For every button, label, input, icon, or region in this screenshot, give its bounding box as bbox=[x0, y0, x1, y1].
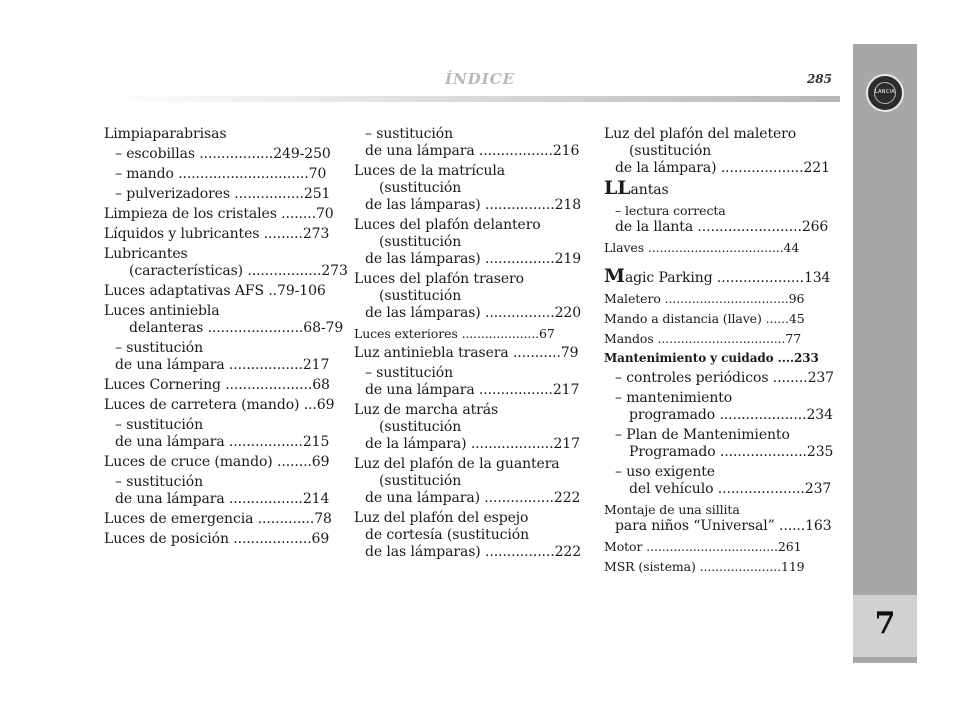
index-entry-continuation: (sustitución bbox=[379, 180, 462, 196]
index-entry[interactable] bbox=[104, 454, 334, 471]
index-entry[interactable] bbox=[604, 558, 834, 575]
index-entry-text: – sustitución bbox=[115, 417, 204, 433]
index-entry-text: Luces del plafón delantero bbox=[354, 217, 541, 233]
entry-gap bbox=[604, 575, 834, 578]
index-entry[interactable] bbox=[604, 538, 834, 555]
index-entry[interactable] bbox=[104, 246, 348, 280]
section-initial: LL bbox=[604, 177, 631, 199]
index-entry-text: Luz del plafón de la guantera bbox=[354, 456, 560, 472]
index-entry[interactable] bbox=[104, 146, 334, 163]
index-entry-text: Limpieza de los cristales ........70 bbox=[104, 206, 334, 222]
index-entry-text: – sustitución bbox=[115, 474, 204, 490]
index-entry-text: Limpiaparabrisas bbox=[104, 126, 227, 142]
index-entry[interactable] bbox=[354, 345, 584, 362]
index-entry-continuation: programado ....................234 bbox=[629, 407, 833, 423]
section-gap bbox=[604, 259, 834, 268]
entry-gap bbox=[104, 548, 334, 551]
index-entry-text: Luces Cornering ....................68 bbox=[104, 377, 330, 393]
page-number: 285 bbox=[806, 72, 832, 86]
index-entry[interactable] bbox=[104, 126, 334, 143]
index-entry-text: Mando a distancia (llave) ......45 bbox=[604, 311, 805, 326]
index-entry-text: Luces de la matrícula bbox=[354, 163, 506, 179]
index-entry-text: Líquidos y lubricantes .........273 bbox=[104, 226, 330, 242]
index-entry-text: MSR (sistema) .....................119 bbox=[604, 559, 805, 574]
index-entry[interactable] bbox=[104, 206, 334, 223]
index-entry[interactable] bbox=[604, 330, 834, 347]
index-entry-text: Luz del plafón del maletero bbox=[604, 126, 797, 142]
index-entry-continuation: de la lámpara) ...................221 bbox=[615, 160, 830, 176]
index-entry[interactable] bbox=[604, 202, 834, 236]
index-entry-continuation: delanteras ......................68-79 bbox=[129, 320, 344, 336]
index-entry-continuation: del vehículo ....................237 bbox=[629, 481, 832, 497]
index-entry-continuation: (sustitución bbox=[379, 288, 462, 304]
index-entry[interactable] bbox=[604, 464, 834, 498]
index-entry-text: Luces antiniebla bbox=[104, 303, 220, 319]
index-entry[interactable] bbox=[604, 310, 834, 327]
index-entry-text: Mandos .................................77 bbox=[604, 331, 802, 346]
index-entry[interactable] bbox=[604, 370, 834, 387]
index-entry[interactable] bbox=[604, 126, 834, 177]
index-entry-text: Lubricantes bbox=[104, 246, 188, 262]
index-entry-text: Luces de cruce (mando) ........69 bbox=[104, 454, 330, 470]
index-entry-text: Llaves ...................................44 bbox=[604, 240, 800, 255]
section-initial: M bbox=[604, 265, 625, 287]
entry-gap bbox=[354, 561, 584, 564]
index-entry-text: Luces de posición ..................69 bbox=[104, 531, 330, 547]
chapter-number: 7 bbox=[874, 606, 896, 641]
index-entry[interactable] bbox=[104, 226, 334, 243]
header-rule bbox=[104, 96, 840, 102]
index-entry[interactable] bbox=[354, 510, 584, 561]
index-entry-rest: agic Parking ....................134 bbox=[624, 270, 831, 286]
index-entry-continuation: (sustitución bbox=[629, 143, 712, 159]
index-entry-continuation: de las lámparas) ................220 bbox=[365, 305, 582, 321]
index-entry[interactable] bbox=[604, 390, 834, 424]
index-entry-continuation: (sustitución bbox=[379, 419, 462, 435]
index-entry-continuation: (sustitución bbox=[379, 234, 462, 250]
lancia-logo-icon bbox=[866, 74, 904, 112]
index-entry-rest: antas bbox=[630, 182, 669, 198]
index-entry-text: Luz de marcha atrás bbox=[354, 402, 499, 418]
index-entry-text: Montaje de una sillita bbox=[604, 502, 740, 517]
index-entry-text: – pulverizadores ................251 bbox=[115, 186, 331, 202]
index-entry[interactable] bbox=[104, 340, 334, 374]
index-entry-text: Luces exteriores ....................67 bbox=[354, 326, 555, 341]
index-entry-text: – mando ..............................70 bbox=[115, 166, 327, 182]
index-entry-text: Motor ..................................261 bbox=[604, 539, 802, 554]
index-entry[interactable] bbox=[354, 163, 584, 214]
index-entry[interactable] bbox=[104, 474, 334, 508]
index-entry[interactable] bbox=[354, 402, 584, 453]
index-entry[interactable] bbox=[104, 377, 334, 394]
chapter-tab[interactable] bbox=[853, 595, 917, 657]
index-entry[interactable] bbox=[104, 166, 334, 183]
index-entry-continuation: Programado ....................235 bbox=[629, 444, 834, 460]
index-entry[interactable] bbox=[604, 177, 834, 199]
index-entry-continuation: de una lámpara .................217 bbox=[365, 382, 580, 398]
index-entry[interactable] bbox=[354, 325, 584, 342]
index-column-3 bbox=[604, 126, 834, 578]
index-entry-continuation: de las lámparas) ................219 bbox=[365, 251, 582, 267]
index-entry-text: Luces de carretera (mando) ...69 bbox=[104, 397, 335, 413]
index-entry[interactable] bbox=[354, 126, 584, 160]
index-entry[interactable] bbox=[604, 427, 834, 461]
index-entry[interactable] bbox=[104, 511, 334, 528]
index-entry-continuation: (características) .................273 bbox=[129, 263, 348, 279]
index-entry-continuation: de cortesía (sustitución bbox=[365, 527, 529, 543]
index-entry-continuation: de una lámpara) ................222 bbox=[365, 490, 581, 506]
chapter-side-band bbox=[853, 44, 917, 663]
index-entry-continuation: para niños “Universal” ......163 bbox=[615, 518, 832, 534]
index-entry-text: Luces adaptativas AFS ..79-106 bbox=[104, 283, 326, 299]
index-entry[interactable] bbox=[604, 239, 834, 256]
index-entry-continuation: (sustitución bbox=[379, 473, 462, 489]
index-entry-continuation: de la lámpara) ...................217 bbox=[365, 436, 580, 452]
index-entry[interactable] bbox=[354, 365, 584, 399]
index-entry-text: – escobillas .................249-250 bbox=[115, 146, 331, 162]
index-entry-text bbox=[604, 265, 834, 287]
index-column-1 bbox=[104, 126, 348, 551]
index-entry[interactable] bbox=[354, 217, 584, 268]
index-entry-text: – uso exigente bbox=[615, 464, 715, 480]
index-entry[interactable] bbox=[354, 271, 584, 322]
index-entry[interactable] bbox=[104, 397, 334, 414]
index-entry[interactable] bbox=[104, 531, 334, 548]
index-entry-text bbox=[604, 177, 834, 199]
index-entry-text: – sustitución bbox=[365, 365, 454, 381]
index-column-2 bbox=[354, 126, 584, 564]
index-entry-text: – sustitución bbox=[115, 340, 204, 356]
index-entry[interactable] bbox=[104, 186, 334, 203]
index-entry-text: Luces del plafón trasero bbox=[354, 271, 524, 287]
index-entry[interactable] bbox=[354, 456, 584, 507]
index-entry-continuation: de las lámparas) ................218 bbox=[365, 197, 582, 213]
index-entry-continuation: de una lámpara .................215 bbox=[115, 434, 330, 450]
index-entry-text: Luces de emergencia .............78 bbox=[104, 511, 332, 527]
index-entry-text: – mantenimiento bbox=[615, 390, 733, 406]
index-entry-continuation: de una lámpara .................216 bbox=[365, 143, 580, 159]
page-title: ÍNDICE bbox=[444, 70, 516, 88]
index-entry-continuation: de una lámpara .................217 bbox=[115, 357, 330, 373]
logo-text: LANCIA bbox=[874, 89, 896, 95]
index-entry-text: – lectura correcta bbox=[615, 203, 726, 218]
index-entry-continuation: de una lámpara .................214 bbox=[115, 491, 330, 507]
index-entry-text: Luz antiniebla trasera ...........79 bbox=[354, 345, 579, 361]
index-entry-text: – controles periódicos ........237 bbox=[615, 370, 834, 386]
index-entry-text: – sustitución bbox=[365, 126, 454, 142]
index-entry-text: Maletero ................................96 bbox=[604, 291, 805, 306]
index-entry[interactable] bbox=[604, 501, 834, 535]
index-entry-continuation: de las lámparas) ................222 bbox=[365, 544, 582, 560]
index-entry-text: Mantenimiento y cuidado ....233 bbox=[604, 351, 819, 365]
index-entry-continuation: de la llanta ........................266 bbox=[615, 219, 829, 235]
index-entry[interactable] bbox=[604, 290, 834, 307]
index-entry-text: Luz del plafón del espejo bbox=[354, 510, 529, 526]
index-entry[interactable] bbox=[104, 417, 334, 451]
index-entry-text: – Plan de Mantenimiento bbox=[615, 427, 790, 443]
index-entry[interactable] bbox=[104, 283, 334, 300]
index-entry[interactable] bbox=[604, 350, 834, 367]
index-entry[interactable] bbox=[104, 303, 344, 337]
index-entry[interactable] bbox=[604, 265, 834, 287]
